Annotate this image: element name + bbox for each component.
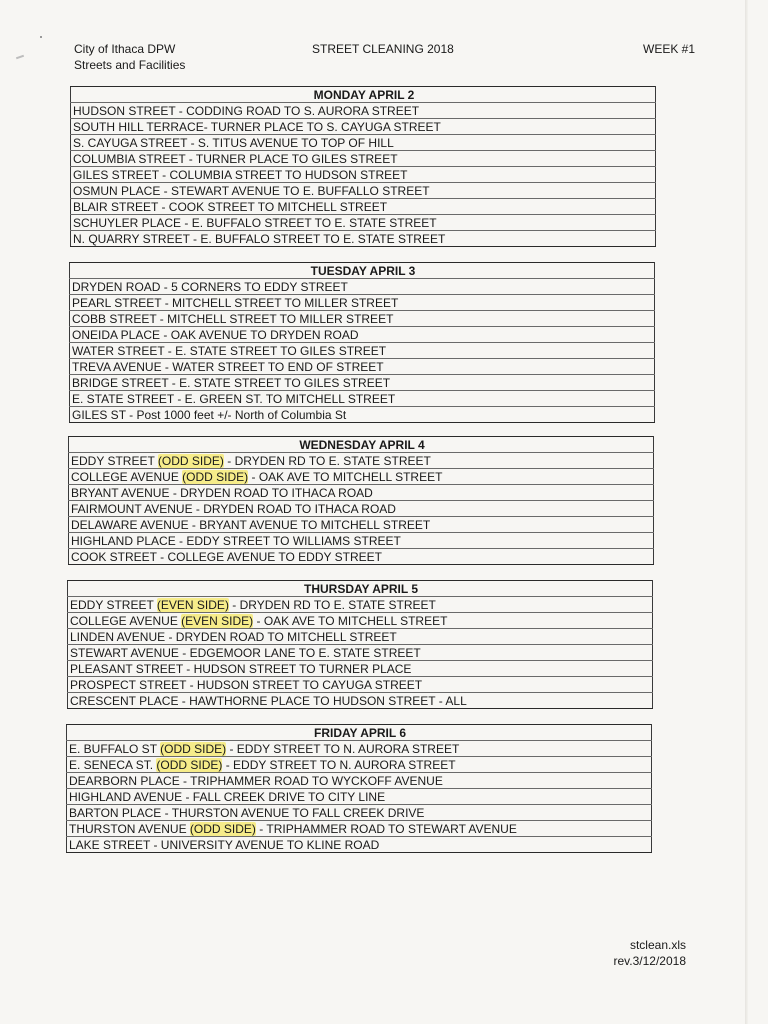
route-text: - DRYDEN RD TO E. STATE STREET	[223, 453, 431, 468]
route-cell	[69, 469, 654, 485]
route-text: DRYDEN ROAD - 5 CORNERS TO EDDY STREET	[72, 279, 348, 294]
route-text: S. CAYUGA STREET - S. TITUS AVENUE TO TOP OF HILL	[73, 135, 394, 150]
schedule-table-thursday	[67, 580, 653, 709]
route-text: BLAIR STREET - COOK STREET TO MITCHELL STREET	[73, 199, 388, 214]
route-text: - EDDY STREET TO N. AURORA STREET	[226, 741, 460, 756]
table-row	[67, 757, 652, 773]
route-text: DEARBORN PLACE - TRIPHAMMER ROAD TO WYCKOFF AVENUE	[69, 773, 443, 788]
schedule-table-friday	[66, 724, 652, 853]
table-row	[69, 453, 654, 469]
route-text: TREVA AVENUE - WATER STREET TO END OF STREET	[72, 359, 384, 374]
route-text: EDDY STREET	[71, 453, 158, 468]
org-division: Streets and Facilities	[74, 58, 186, 72]
table-row	[69, 533, 654, 549]
table-row	[71, 103, 656, 119]
route-cell	[67, 837, 652, 853]
day-heading: THURSDAY APRIL 5	[68, 581, 653, 597]
table-row	[69, 501, 654, 517]
route-cell	[71, 215, 656, 231]
route-cell	[71, 231, 656, 247]
day-heading-row	[70, 263, 655, 279]
table-row	[67, 821, 652, 837]
org-header	[74, 41, 185, 73]
route-text: GILES STREET - COLUMBIA STREET TO HUDSON STREET	[73, 167, 408, 182]
side-highlight: (ODD SIDE)	[156, 757, 223, 772]
side-highlight: (ODD SIDE)	[182, 469, 249, 484]
route-cell	[71, 135, 656, 151]
side-highlight: (EVEN SIDE)	[181, 613, 254, 628]
day-heading-row	[67, 725, 652, 741]
route-cell	[68, 677, 653, 693]
route-text: EDDY STREET	[70, 597, 157, 612]
table-row	[68, 613, 653, 629]
org-name: City of Ithaca DPW	[74, 42, 176, 56]
route-text: LAKE STREET - UNIVERSITY AVENUE TO KLINE ROAD	[69, 837, 380, 852]
route-cell	[68, 613, 653, 629]
table-row	[68, 629, 653, 645]
route-text: - OAK AVE TO MITCHELL STREET	[253, 613, 448, 628]
route-cell	[68, 597, 653, 613]
table-row	[70, 375, 655, 391]
route-cell	[70, 311, 655, 327]
table-row	[70, 391, 655, 407]
route-text: DELAWARE AVENUE - BRYANT AVENUE TO MITCHELL STREET	[71, 517, 431, 532]
table-row	[67, 837, 652, 853]
route-cell	[67, 741, 652, 757]
route-cell	[67, 773, 652, 789]
table-row	[71, 167, 656, 183]
side-highlight: (EVEN SIDE)	[156, 597, 229, 612]
table-row	[69, 485, 654, 501]
day-heading-row	[68, 581, 653, 597]
route-cell	[68, 629, 653, 645]
day-heading: FRIDAY APRIL 6	[67, 725, 652, 741]
route-cell	[70, 407, 655, 423]
route-text: SCHUYLER PLACE - E. BUFFALO STREET TO E. STATE STREET	[73, 215, 437, 230]
document-footer	[614, 937, 687, 969]
day-heading-row	[71, 87, 656, 103]
route-cell	[69, 533, 654, 549]
table-row	[67, 773, 652, 789]
route-text: OSMUN PLACE - STEWART AVENUE TO E. BUFFALLO STREET	[73, 183, 430, 198]
table-row	[70, 295, 655, 311]
route-text: HIGHLAND PLACE - EDDY STREET TO WILLIAMS STREET	[71, 533, 401, 548]
route-cell	[71, 167, 656, 183]
revision-date: rev.3/12/2018	[613, 954, 686, 968]
route-text: THURSTON AVENUE	[69, 821, 190, 836]
table-row	[67, 805, 652, 821]
table-row	[68, 645, 653, 661]
route-text: STEWART AVENUE - EDGEMOOR LANE TO E. STATE STREET	[70, 645, 421, 660]
route-text: PROSPECT STREET - HUDSON STREET TO CAYUGA STREET	[70, 677, 423, 692]
table-row	[71, 199, 656, 215]
table-row	[71, 135, 656, 151]
table-row	[67, 741, 652, 757]
route-text: CRESCENT PLACE - HAWTHORNE PLACE TO HUDSON STREET - ALL	[70, 693, 467, 708]
day-heading-row	[69, 437, 654, 453]
route-text: PEARL STREET - MITCHELL STREET TO MILLER STREET	[72, 295, 399, 310]
table-row	[71, 183, 656, 199]
route-text: ONEIDA PLACE - OAK AVENUE TO DRYDEN ROAD	[72, 327, 359, 342]
file-name: stclean.xls	[629, 938, 686, 952]
route-text: - OAK AVE TO MITCHELL STREET	[248, 469, 443, 484]
table-row	[70, 407, 655, 423]
route-text: E. STATE STREET - E. GREEN ST. TO MITCHELL STREET	[72, 391, 396, 406]
route-cell	[71, 103, 656, 119]
route-text: - EDDY STREET TO N. AURORA STREET	[222, 757, 456, 772]
schedule-table-monday	[70, 86, 656, 247]
route-text: HIGHLAND AVENUE - FALL CREEK DRIVE TO CITY LINE	[69, 789, 386, 804]
table-row	[71, 151, 656, 167]
table-row	[68, 677, 653, 693]
table-row	[71, 119, 656, 135]
route-text: LINDEN AVENUE - DRYDEN ROAD TO MITCHELL STREET	[70, 629, 397, 644]
table-row	[70, 327, 655, 343]
route-text: BRIDGE STREET - E. STATE STREET TO GILES STREET	[72, 375, 391, 390]
route-text: BARTON PLACE - THURSTON AVENUE TO FALL CREEK DRIVE	[69, 805, 425, 820]
schedule-table-wednesday	[68, 436, 654, 565]
route-cell	[68, 693, 653, 709]
route-cell	[70, 375, 655, 391]
scan-mark	[16, 55, 24, 60]
route-cell	[70, 295, 655, 311]
route-cell	[67, 789, 652, 805]
table-row	[70, 359, 655, 375]
route-text: E. BUFFALO ST	[69, 741, 161, 756]
day-heading: MONDAY APRIL 2	[71, 87, 656, 103]
route-cell	[67, 757, 652, 773]
route-cell	[69, 517, 654, 533]
route-cell	[68, 645, 653, 661]
table-row	[71, 215, 656, 231]
day-heading: TUESDAY APRIL 3	[70, 263, 655, 279]
table-row	[69, 517, 654, 533]
route-text: COOK STREET - COLLEGE AVENUE TO EDDY STREET	[71, 549, 382, 564]
week-number: WEEK #1	[643, 42, 696, 56]
table-row	[70, 279, 655, 295]
route-text: PLEASANT STREET - HUDSON STREET TO TURNER PLACE	[70, 661, 412, 676]
table-row	[69, 469, 654, 485]
side-highlight: (ODD SIDE)	[160, 741, 227, 756]
route-text: N. QUARRY STREET - E. BUFFALO STREET TO E. STATE STREET	[73, 231, 446, 246]
route-text: BRYANT AVENUE - DRYDEN ROAD TO ITHACA ROAD	[71, 485, 373, 500]
route-text: COLUMBIA STREET - TURNER PLACE TO GILES STREET	[73, 151, 398, 166]
route-cell	[71, 151, 656, 167]
route-cell	[67, 805, 652, 821]
route-cell	[69, 549, 654, 565]
side-highlight: (ODD SIDE)	[157, 453, 224, 468]
table-row	[70, 343, 655, 359]
route-cell	[69, 501, 654, 517]
route-text: HUDSON STREET - CODDING ROAD TO S. AURORA STREET	[73, 103, 420, 118]
schedule-table-tuesday	[69, 262, 655, 423]
table-row	[67, 789, 652, 805]
route-text: WATER STREET - E. STATE STREET TO GILES STREET	[72, 343, 387, 358]
route-cell	[67, 821, 652, 837]
table-row	[69, 549, 654, 565]
route-cell	[71, 199, 656, 215]
route-text: - TRIPHAMMER ROAD TO STEWART AVENUE	[255, 821, 517, 836]
route-text: COLLEGE AVENUE	[71, 469, 183, 484]
route-text: FAIRMOUNT AVENUE - DRYDEN ROAD TO ITHACA ROAD	[71, 501, 396, 516]
route-cell	[71, 183, 656, 199]
table-row	[70, 311, 655, 327]
route-text: - DRYDEN RD TO E. STATE STREET	[228, 597, 436, 612]
route-cell	[68, 661, 653, 677]
page-edge	[745, 0, 748, 1024]
table-row	[68, 693, 653, 709]
route-cell	[70, 391, 655, 407]
route-text: E. SENECA ST.	[69, 757, 157, 772]
route-text: COBB STREET - MITCHELL STREET TO MILLER STREET	[72, 311, 394, 326]
table-row	[71, 231, 656, 247]
table-row	[68, 661, 653, 677]
day-heading: WEDNESDAY APRIL 4	[69, 437, 654, 453]
route-cell	[70, 343, 655, 359]
side-highlight: (ODD SIDE)	[189, 821, 256, 836]
route-cell	[70, 279, 655, 295]
route-cell	[70, 327, 655, 343]
table-row	[68, 597, 653, 613]
route-cell	[69, 453, 654, 469]
route-text: SOUTH HILL TERRACE- TURNER PLACE TO S. CAYUGA STREET	[73, 119, 441, 134]
document-title: STREET CLEANING 2018	[312, 42, 454, 56]
scan-mark	[40, 36, 42, 38]
route-text: GILES ST - Post 1000 feet +/- North of Columbia St	[72, 407, 347, 422]
route-cell	[69, 485, 654, 501]
route-text: COLLEGE AVENUE	[70, 613, 182, 628]
route-cell	[71, 119, 656, 135]
route-cell	[70, 359, 655, 375]
